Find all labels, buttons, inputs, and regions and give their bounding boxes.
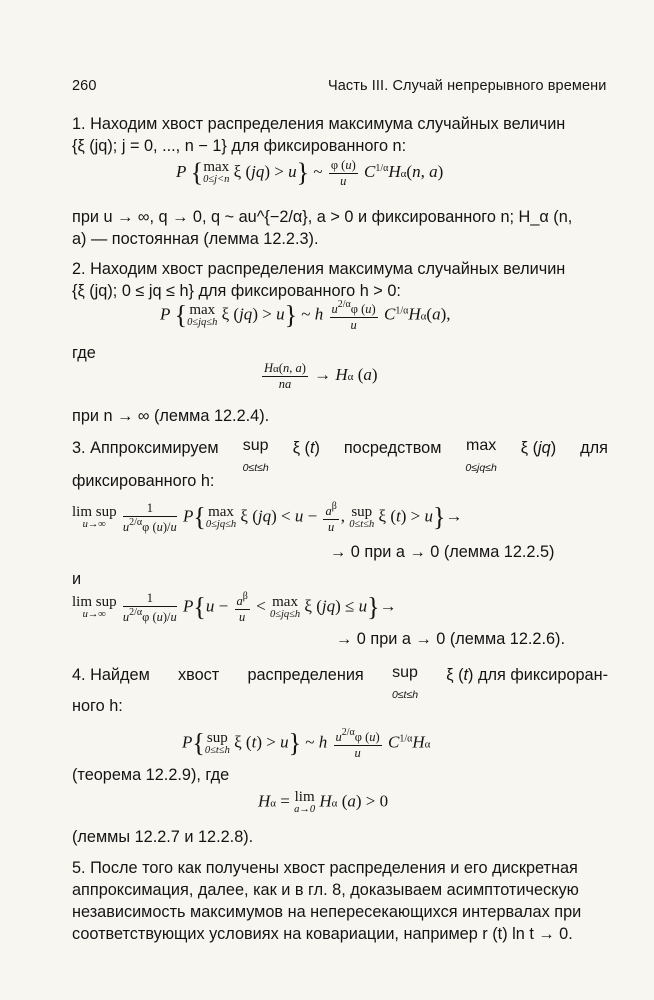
- running-title: Часть III. Случай непрерывного времени: [328, 78, 607, 94]
- step2-line1: 2. Находим хвост распределения максимума случайных величин: [72, 260, 566, 278]
- step1-line1: 1. Находим хвост распределения максимума случайных величин: [72, 115, 566, 133]
- step1-cond2: a) — постоянная (лемма 12.2.3).: [72, 230, 319, 248]
- step4-line2: ного h:: [72, 697, 123, 715]
- step2-where: где: [72, 344, 96, 362]
- step5-line1: 5. После того как получены хвост распределения и его дискретная: [72, 859, 578, 877]
- step4-limit: Hα = lim a→0 Hα (a) > 0: [258, 789, 389, 815]
- step1-text: [72, 113, 612, 157]
- step2-line2: {ξ (jq); 0 ≤ jq ≤ h} для фиксированного h > 0:: [72, 282, 401, 300]
- step2-text: [72, 258, 612, 302]
- step5-line2: аппроксимация, далее, как и в гл. 8, доказываем асимптотическую: [72, 881, 579, 899]
- step1-condition: [72, 206, 612, 250]
- step2-formula-sub: 0≤jq≤h: [187, 316, 218, 328]
- step3-and: и: [72, 570, 82, 588]
- step1-formula: P { max 0≤j<n ξ (jq) > u} ~ $\frac{\varphi (u)}{u}$ $C^{1/\alpha}H\alpha(n$, a): [176, 158, 444, 188]
- step3-formula1-tail: → 0 при a → 0 (лемма 12.2.5): [330, 543, 555, 561]
- step1-cond1: при u → ∞, q → 0, q ~ au^{−2/α}, a > 0 и фиксированного n; H_α (n,: [72, 208, 573, 226]
- step5-text: [72, 857, 612, 945]
- step3-formula2-tail: → 0 при a → 0 (лемма 12.2.6).: [336, 630, 565, 648]
- step3-line1: 3. Аппроксимируем sup 0≤t≤h ξ (t) посредством max 0≤jq≤h ξ (jq) для: [72, 437, 608, 474]
- step3-line2: фиксированного h:: [72, 472, 215, 490]
- step1-formula-sub: 0≤j<n: [203, 174, 230, 186]
- step2-limit: $\frac{H\alpha(n, a)}{na}$ → Hα (a): [264, 361, 378, 391]
- step3-formula1: lim sup u→∞ $\frac{1}{u^{2/\alpha}\varphi (u)/u}$ P{ max 0≤jq≤h ξ (jq) < u − $\frac{a^\beta}{u}$ , sup 0≤t≤h ξ (t) > u}→: [72, 501, 463, 534]
- step2-after: при n → ∞ (лемма 12.2.4).: [72, 407, 270, 425]
- step4-theorem: (теорема 12.2.9), где: [72, 766, 230, 784]
- step4-line1: 4. Найдем хвост распределения sup 0≤t≤h ξ (t) для фиксироран-: [72, 664, 608, 701]
- step1-line2: {ξ (jq); j = 0, ..., n − 1} для фиксированного n:: [72, 137, 407, 155]
- page-number: 260: [72, 78, 97, 94]
- step4-limit-sub: a→0: [294, 804, 316, 815]
- step5-line3: независимость максимумов на непересекающихся интервалах при: [72, 903, 582, 921]
- step5-line4: соответствующих условиях на ковариации, например r (t) ln t → 0.: [72, 925, 573, 943]
- step4-lemmas: (леммы 12.2.7 и 12.2.8).: [72, 828, 254, 846]
- step3-formula2: lim sup u→∞ $\frac{1}{u^{2/\alpha}\varphi (u)/u}$ P{u − $\frac{a^\beta}{u}$ < max 0≤jq≤h ξ (jq) ≤ u}→: [72, 591, 397, 624]
- step2-formula: P { max 0≤jq≤h ξ (jq) > u} ~ h $\frac{u^{2/\alpha}\varphi (u)}{u}$ $C^{1/\alpha}H\alpha(a)$,: [160, 299, 451, 332]
- step4-formula: P{ sup 0≤t≤h ξ (t) > u} ~ h $\frac{u^{2/\alpha}\varphi (u)}{u}$ $C^{1/\alpha}H\alpha$: [182, 727, 431, 760]
